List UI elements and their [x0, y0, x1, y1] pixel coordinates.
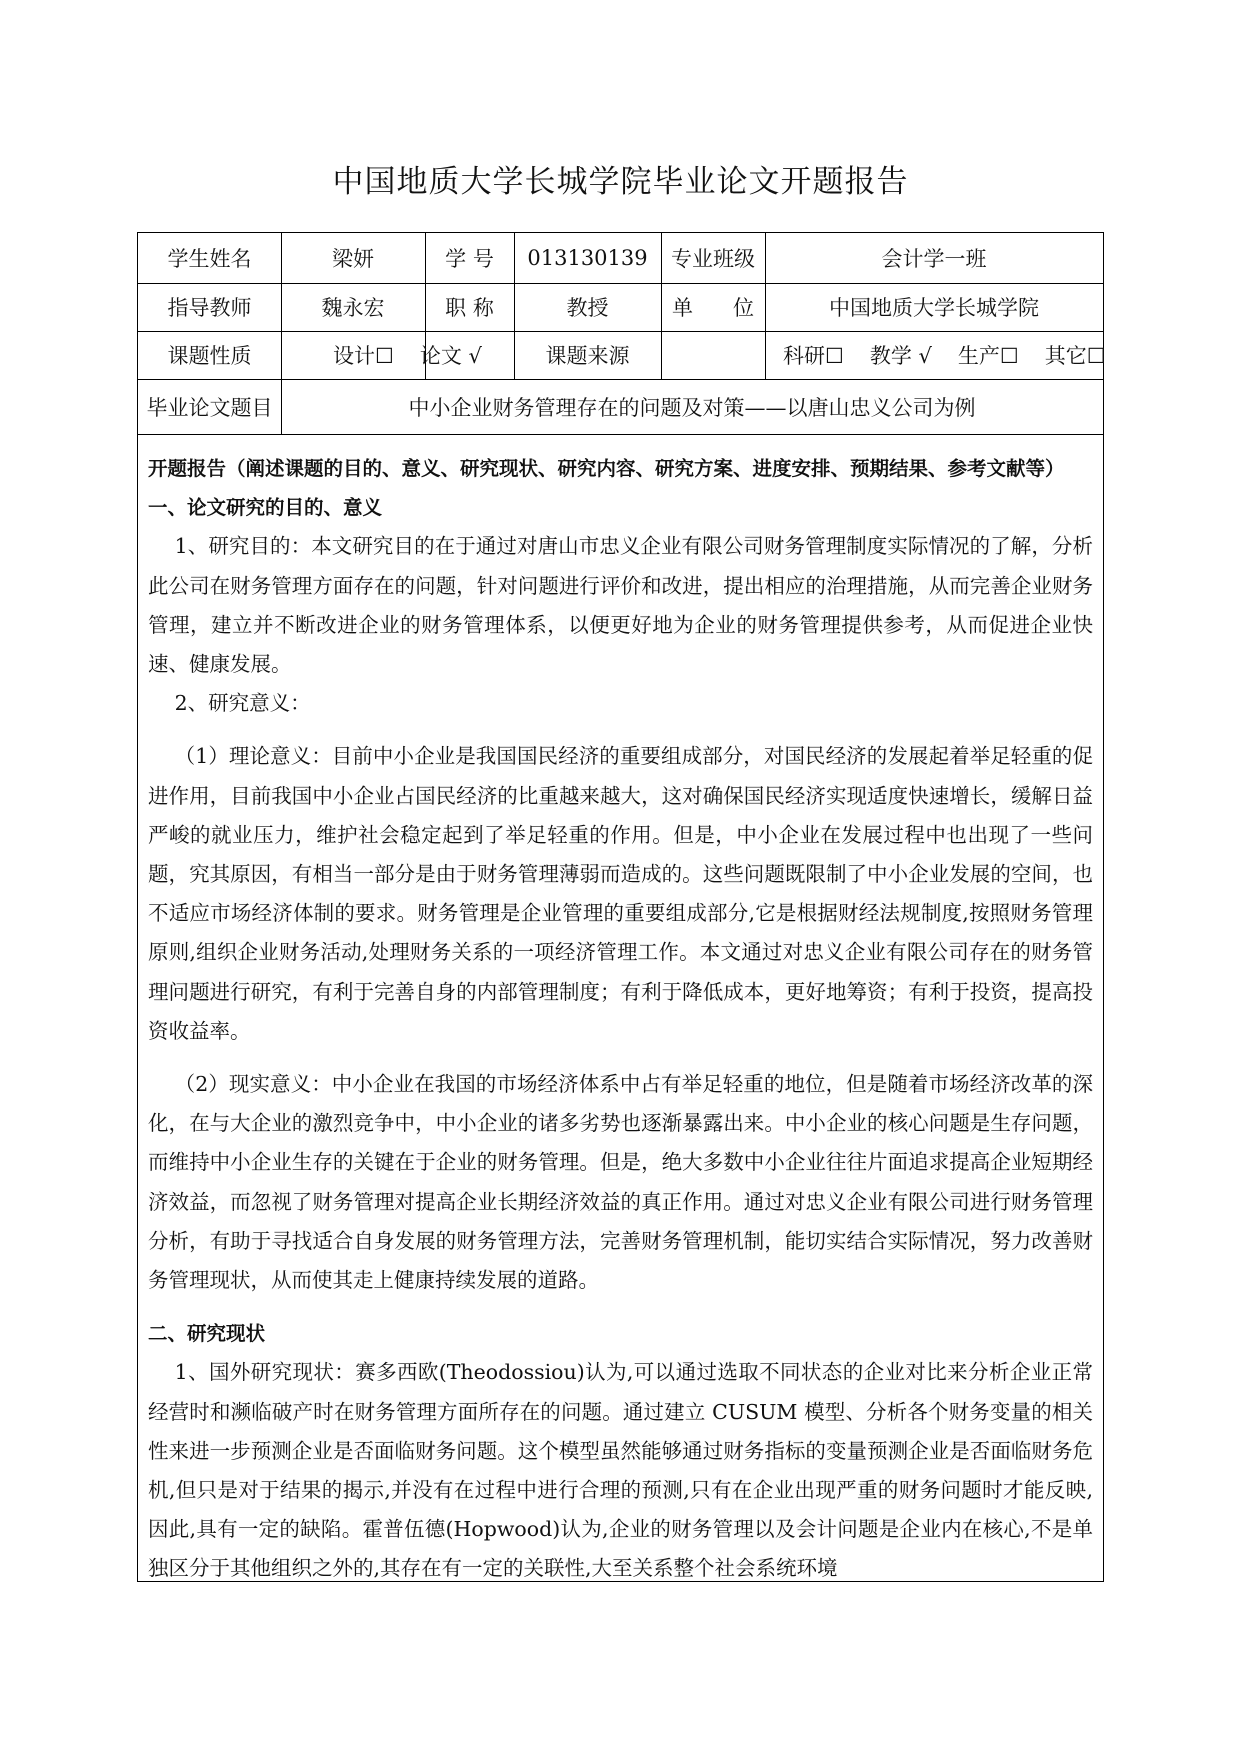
- significance-label: 2、研究意义：: [174, 691, 311, 716]
- paragraph-theory: （1）理论意义：目前中小企业是我国国民经济的重要组成部分，对国民经济的发展起着举足轻重的促进作用，目前我国中小企业占国民经济的比重越来越大，这对确保国民经济实现适度快速增长，缓解日益严峻的就业压力，维护社会稳定起到了举足轻重的作用。但是，中小企业在发展过程中也出现了一些问题，究其原因，有相当一部分是由于财务管理薄弱而造成的。这些问题既限制了中小企业发展的空间，也不适应市场经济体制的要求。财务管理是企业管理的重要组成部分,它是根据财经法规制度,按照财务管理原则,组织企业财务活动,处理财务关系的一项经济管理工作。本文通过对忠义企业有限公司存在的财务管理问题进行研究，有利于完善自身的内部管理制度；有利于降低成本，更好地筹资；有利于投资，提高投资收益率。: [148, 744, 1093, 1043]
- paragraph-practice: （2）现实意义：中小企业在我国的市场经济体系中占有举足轻重的地位，但是随着市场经济改革的深化，在与大企业的激烈竞争中，中小企业的诸多劣势也逐渐暴露出来。中小企业的核心问题是生存问题，而维持中小企业生存的关键在于企业的财务管理。但是，绝大多数中小企业往往片面追求提高企业短期经济效益，而忽视了财务管理对提高企业长期经济效益的真正作用。通过对忠义企业有限公司进行财务管理分析，有助于寻找适合自身发展的财务管理方法，完善财务管理机制，能切实结合实际情况，努力改善财务管理现状，从而使其走上健康持续发展的道路。: [148, 1072, 1093, 1293]
- source-option-production[interactable]: 生产☐: [957, 344, 1019, 368]
- class-value: 会计学一班: [881, 247, 987, 271]
- nature-options: [333, 331, 508, 379]
- advisor-name: 魏永宏: [321, 296, 385, 320]
- source-option-teaching[interactable]: 教学 √: [869, 344, 932, 368]
- student-name-label: 学生姓名: [167, 247, 252, 271]
- source-options: [783, 331, 1106, 379]
- source-label: 课题来源: [545, 344, 630, 368]
- row-divider: [138, 434, 1103, 435]
- class-label: 专业班级: [671, 247, 755, 271]
- nature-label: 课题性质: [167, 344, 252, 368]
- paragraph-foreign-status: 1、国外研究现状：赛多西欧(Theodossiou)认为,可以通过选取不同状态的企业对比来分析企业正常经营时和濒临破产时在财务管理方面所存在的问题。通过建立 CUSUM 模型、分析各个财务变量的相关性来进一步预测企业是否面临财务问题。这个模型虽然能够通过财务指标的变量预测企业是否面临财务危机,但只是对于结果的揭示,并没有在过程中进行合理的预测,只有在企业出现严重的财务问题时才能反映,因此,具有一定的缺陷。霍普伍德(Hopwood)认为,企业的财务管理以及会计问题是企业内在核心,不是单独区分于其他组织之外的,其存在有一定的关联性,大至关系整个社会系统环境: [148, 1360, 1093, 1581]
- rank-value: 教授: [566, 296, 609, 320]
- report-header: 开题报告（阐述课题的目的、意义、研究现状、研究内容、研究方案、进度安排、预期结果、参考文献等）: [148, 457, 1065, 480]
- student-name: 梁妍: [332, 247, 374, 271]
- section-heading-status: 二、研究现状: [148, 1322, 266, 1346]
- source-option-other[interactable]: 其它☐: [1044, 344, 1106, 368]
- report-body: [148, 449, 1093, 1589]
- page-title: 中国地质大学长城学院毕业论文开题报告: [332, 164, 909, 200]
- nature-option-design[interactable]: 设计☐: [333, 344, 394, 368]
- source-option-research[interactable]: 科研☐: [783, 344, 844, 368]
- student-id: 013130139: [527, 246, 648, 270]
- topic-label: 毕业论文题目: [146, 395, 273, 420]
- proposal-form: [137, 232, 1104, 1582]
- section-heading-purpose: 一、论文研究的目的、意义: [148, 496, 383, 520]
- advisor-label: 指导教师: [167, 296, 252, 320]
- topic-value: 中小企业财务管理存在的问题及对策——以唐山忠义公司为例: [408, 395, 976, 420]
- rank-label: 职 称: [445, 296, 494, 320]
- student-id-label: 学 号: [445, 247, 494, 271]
- unit-label: 单 位: [671, 296, 755, 320]
- unit-value: 中国地质大学长城学院: [829, 296, 1039, 320]
- paragraph-purpose: 1、研究目的：本文研究目的在于通过对唐山市忠义企业有限公司财务管理制度实际情况的了解，分析此公司在财务管理方面存在的问题，针对问题进行评价和改进，提出相应的治理措施，从而完善企业财务管理，建立并不断改进企业的财务管理体系，以便更好地为企业的财务管理提供参考，从而促进企业快速、健康发展。: [148, 534, 1093, 677]
- nature-option-thesis[interactable]: 论文 √: [419, 344, 482, 368]
